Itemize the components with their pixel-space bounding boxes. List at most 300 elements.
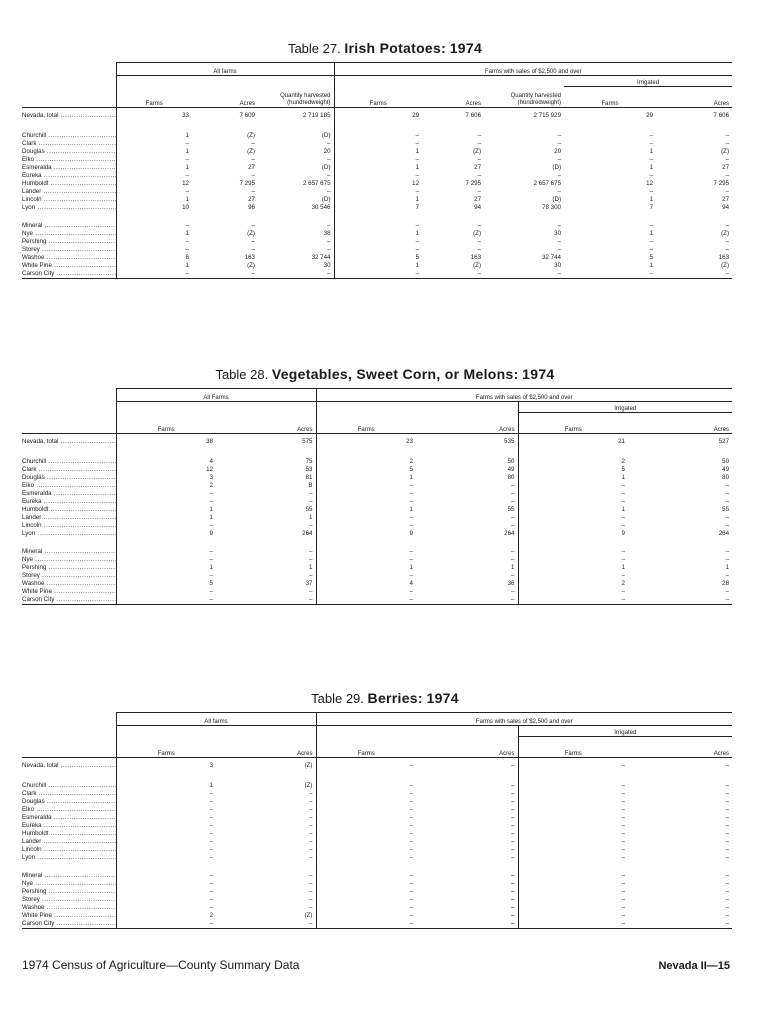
cell-value: – bbox=[409, 482, 413, 489]
cell-value: – bbox=[116, 596, 216, 605]
cell-value: – bbox=[725, 188, 730, 195]
table-28-title bbox=[0, 366, 770, 382]
cell-value: – bbox=[415, 246, 420, 253]
row-label bbox=[22, 862, 116, 872]
table-row bbox=[22, 482, 732, 490]
cell-value: – bbox=[216, 822, 316, 830]
col-farms: Farms bbox=[116, 737, 216, 758]
footer-source: 1974 Census of Agriculture—County Summary Data bbox=[22, 958, 300, 972]
cell-value: – bbox=[725, 880, 730, 887]
row-label: Lyon ..... bbox=[22, 530, 116, 538]
table-row bbox=[22, 108, 732, 123]
cell-value: 5 bbox=[649, 254, 654, 261]
spacer-row bbox=[22, 538, 732, 548]
cell-value: – bbox=[725, 132, 730, 139]
row-label bbox=[22, 772, 116, 782]
cell-value: – bbox=[409, 490, 413, 497]
header-all-farms: All Farms bbox=[116, 389, 316, 402]
cell-value: 1 bbox=[185, 132, 189, 139]
cell-value: – bbox=[409, 588, 413, 595]
cell-value: – bbox=[409, 912, 413, 919]
cell-value: 1 bbox=[209, 564, 213, 571]
cell-value: – bbox=[518, 596, 628, 605]
cell-value: 575 bbox=[216, 434, 316, 449]
table-row bbox=[22, 188, 732, 196]
cell-value: – bbox=[216, 798, 316, 806]
cell-value: – bbox=[557, 132, 562, 139]
table-28 bbox=[22, 388, 732, 605]
cell-value: 50 bbox=[416, 458, 518, 466]
table-row bbox=[22, 156, 732, 164]
row-label bbox=[22, 448, 116, 458]
row-label: White Pine ..... bbox=[22, 588, 116, 596]
cell-value: (D) bbox=[258, 132, 334, 140]
cell-value: 1 bbox=[621, 474, 625, 481]
table-row bbox=[22, 830, 732, 838]
cell-value: 1 bbox=[415, 164, 420, 171]
cell-value: 12 bbox=[182, 180, 189, 187]
cell-value: – bbox=[725, 172, 730, 179]
row-label: Storey ..... bbox=[22, 246, 116, 254]
cell-value: – bbox=[316, 596, 416, 605]
header-all-farms: All farms bbox=[116, 713, 316, 726]
cell-value: – bbox=[564, 270, 656, 279]
row-label: Clark ..... bbox=[22, 790, 116, 798]
table-row bbox=[22, 196, 732, 204]
cell-value: – bbox=[409, 761, 413, 769]
table-row bbox=[22, 782, 732, 790]
col-acres: Acres bbox=[216, 737, 316, 758]
cell-value: – bbox=[209, 548, 213, 555]
table-row bbox=[22, 896, 732, 904]
cell-value bbox=[192, 122, 258, 132]
cell-value: 23 bbox=[406, 437, 413, 445]
row-label: Elko ..... bbox=[22, 482, 116, 490]
cell-value: – bbox=[621, 798, 625, 805]
cell-value: 5 bbox=[209, 580, 213, 587]
cell-value bbox=[416, 862, 518, 872]
table-row bbox=[22, 514, 732, 522]
cell-value: – bbox=[416, 854, 518, 862]
cell-value: – bbox=[216, 854, 316, 862]
cell-value: 94 bbox=[722, 204, 730, 211]
cell-value bbox=[564, 212, 656, 222]
cell-value: – bbox=[725, 556, 730, 563]
cell-value: – bbox=[621, 556, 625, 563]
cell-value: – bbox=[209, 556, 213, 563]
cell-value: 1 bbox=[415, 230, 420, 237]
col-acres: Acres bbox=[656, 87, 732, 108]
cell-value: – bbox=[216, 556, 316, 564]
cell-value: – bbox=[484, 270, 564, 279]
cell-value: 1 bbox=[185, 262, 189, 269]
cell-value: – bbox=[557, 188, 562, 195]
col-farms: Farms bbox=[564, 87, 656, 108]
cell-value: – bbox=[216, 790, 316, 798]
cell-value: – bbox=[209, 806, 213, 813]
row-label: Esmeralda ..... bbox=[22, 814, 116, 822]
cell-value bbox=[258, 122, 334, 132]
cell-value: – bbox=[409, 838, 413, 845]
col-acres: Acres bbox=[416, 413, 518, 434]
cell-value bbox=[628, 862, 732, 872]
table-row bbox=[22, 466, 732, 474]
cell-value: – bbox=[725, 854, 730, 861]
cell-value: – bbox=[621, 514, 625, 521]
cell-value: – bbox=[725, 912, 730, 919]
row-label: Clark ..... bbox=[22, 466, 116, 474]
row-label: Storey ..... bbox=[22, 572, 116, 580]
row-label: Nye ..... bbox=[22, 556, 116, 564]
cell-value: – bbox=[725, 904, 730, 911]
row-label: Lyon ..... bbox=[22, 854, 116, 862]
footer-page-number: Nevada II—15 bbox=[658, 960, 730, 972]
cell-value: 1 bbox=[621, 564, 625, 571]
cell-value: – bbox=[209, 572, 213, 579]
cell-value: – bbox=[216, 596, 316, 605]
cell-value: – bbox=[258, 246, 334, 254]
cell-value: – bbox=[649, 222, 654, 229]
cell-value: – bbox=[621, 822, 625, 829]
cell-value bbox=[334, 212, 422, 222]
cell-value: 1 bbox=[216, 514, 316, 522]
table-row bbox=[22, 434, 732, 449]
cell-value: – bbox=[409, 822, 413, 829]
cell-value: – bbox=[415, 222, 420, 229]
cell-value: (Z) bbox=[721, 230, 730, 237]
cell-value: – bbox=[416, 572, 518, 580]
cell-value: – bbox=[416, 790, 518, 798]
spacer-row bbox=[22, 212, 732, 222]
cell-value: 1 bbox=[185, 230, 189, 237]
table-row bbox=[22, 880, 732, 888]
row-label: Carson City ..... bbox=[22, 270, 116, 279]
cell-value: – bbox=[209, 846, 213, 853]
cell-value: 80 bbox=[722, 474, 730, 481]
cell-value bbox=[518, 448, 628, 458]
row-label bbox=[22, 122, 116, 132]
table-29 bbox=[22, 712, 732, 929]
row-label: Lyon ..... bbox=[22, 204, 116, 212]
cell-value: – bbox=[185, 188, 189, 195]
row-label: Douglas ..... bbox=[22, 474, 116, 482]
table-row bbox=[22, 498, 732, 506]
cell-value: – bbox=[209, 880, 213, 887]
cell-value: – bbox=[185, 238, 189, 245]
row-label: Humboldt ..... bbox=[22, 830, 116, 838]
cell-value: – bbox=[477, 222, 482, 229]
cell-value: 30 546 bbox=[258, 204, 334, 212]
table-row bbox=[22, 758, 732, 773]
table-row bbox=[22, 806, 732, 814]
cell-value: – bbox=[557, 140, 562, 147]
table-row bbox=[22, 838, 732, 846]
cell-value: – bbox=[185, 222, 189, 229]
cell-value: – bbox=[209, 490, 213, 497]
header-irrigated: Irrigated bbox=[564, 76, 732, 87]
cell-value: 1 bbox=[649, 230, 654, 237]
cell-value: 1 bbox=[209, 514, 213, 521]
cell-value: (D) bbox=[258, 196, 334, 204]
cell-value: – bbox=[621, 490, 625, 497]
row-label: Churchill ..... bbox=[22, 458, 116, 466]
cell-value: 27 bbox=[248, 196, 255, 203]
cell-value bbox=[316, 862, 416, 872]
cell-value: 527 bbox=[718, 437, 730, 445]
cell-value: – bbox=[416, 904, 518, 912]
col-acres: Acres bbox=[216, 413, 316, 434]
row-label: Elko ..... bbox=[22, 806, 116, 814]
cell-value: – bbox=[725, 888, 730, 895]
cell-value: 30 bbox=[554, 262, 562, 269]
cell-value: – bbox=[621, 854, 625, 861]
cell-value: 55 bbox=[416, 506, 518, 514]
cell-value: 49 bbox=[722, 466, 730, 473]
cell-value: – bbox=[216, 806, 316, 814]
cell-value: 163 bbox=[470, 254, 482, 261]
cell-value: 12 bbox=[646, 180, 654, 187]
row-label: White Pine ..... bbox=[22, 262, 116, 270]
cell-value: (Z) bbox=[473, 230, 482, 237]
cell-value: 1 bbox=[209, 782, 213, 789]
cell-value: – bbox=[334, 270, 422, 279]
cell-value: – bbox=[649, 156, 654, 163]
table-row bbox=[22, 140, 732, 148]
cell-value: – bbox=[251, 246, 255, 253]
cell-value: – bbox=[416, 758, 518, 773]
cell-value bbox=[628, 448, 732, 458]
cell-value bbox=[334, 122, 422, 132]
cell-value: 9 bbox=[621, 530, 625, 537]
cell-value: – bbox=[416, 872, 518, 880]
table-number: Table 27. bbox=[287, 41, 341, 56]
cell-value: – bbox=[409, 814, 413, 821]
header-all-farms: All farms bbox=[116, 63, 334, 76]
cell-value: – bbox=[216, 548, 316, 556]
table-row bbox=[22, 596, 732, 605]
cell-value: – bbox=[216, 490, 316, 498]
header-irrigated: Irrigated bbox=[518, 402, 732, 413]
row-label: Clark ..... bbox=[22, 140, 116, 148]
cell-value: (Z) bbox=[216, 912, 316, 920]
cell-value: – bbox=[416, 806, 518, 814]
cell-value: 535 bbox=[416, 434, 518, 449]
table-27 bbox=[22, 62, 732, 279]
cell-value: – bbox=[621, 482, 625, 489]
cell-value: – bbox=[557, 238, 562, 245]
cell-value: – bbox=[725, 222, 730, 229]
cell-value: – bbox=[621, 588, 625, 595]
cell-value: – bbox=[258, 188, 334, 196]
table-row bbox=[22, 148, 732, 156]
cell-value: – bbox=[416, 888, 518, 896]
cell-value: – bbox=[409, 854, 413, 861]
table-row bbox=[22, 556, 732, 564]
cell-value: – bbox=[518, 920, 628, 929]
cell-value: 7 295 bbox=[465, 180, 482, 187]
cell-value: 75 bbox=[216, 458, 316, 466]
cell-value bbox=[116, 538, 216, 548]
cell-value: – bbox=[725, 896, 730, 903]
cell-value: – bbox=[209, 798, 213, 805]
cell-value: – bbox=[477, 188, 482, 195]
header-sales: Farms with sales of $2,500 and over bbox=[316, 389, 732, 402]
table-row bbox=[22, 204, 732, 212]
cell-value: – bbox=[216, 896, 316, 904]
cell-value: 264 bbox=[216, 530, 316, 538]
cell-value bbox=[258, 212, 334, 222]
col-acres: Acres bbox=[628, 413, 732, 434]
cell-value: – bbox=[557, 156, 562, 163]
table-row bbox=[22, 530, 732, 538]
cell-value bbox=[316, 448, 416, 458]
header-sales: Farms with sales of $2,500 and over bbox=[316, 713, 732, 726]
cell-value: – bbox=[258, 156, 334, 164]
cell-value: – bbox=[216, 904, 316, 912]
cell-value: – bbox=[209, 896, 213, 903]
cell-value: – bbox=[477, 238, 482, 245]
cell-value: 264 bbox=[718, 530, 730, 537]
cell-value: 81 bbox=[216, 474, 316, 482]
row-label: Esmeralda ..... bbox=[22, 490, 116, 498]
cell-value: – bbox=[649, 188, 654, 195]
cell-value: – bbox=[621, 896, 625, 903]
cell-value: 29 bbox=[646, 111, 654, 119]
cell-value: (Z) bbox=[247, 148, 255, 155]
table-row bbox=[22, 254, 732, 262]
cell-value: – bbox=[416, 912, 518, 920]
cell-value: 36 bbox=[416, 580, 518, 588]
cell-value: 7 bbox=[649, 204, 654, 211]
cell-value bbox=[216, 448, 316, 458]
cell-value: – bbox=[216, 830, 316, 838]
table-year: 1974 bbox=[522, 366, 555, 382]
cell-value: – bbox=[621, 572, 625, 579]
cell-value: – bbox=[621, 790, 625, 797]
cell-value: (Z) bbox=[216, 758, 316, 773]
cell-value bbox=[116, 448, 216, 458]
cell-value: 1 bbox=[185, 164, 189, 171]
cell-value: (D) bbox=[552, 196, 562, 203]
col-acres: Acres bbox=[628, 737, 732, 758]
cell-value: – bbox=[216, 498, 316, 506]
row-label: Pershing ..... bbox=[22, 888, 116, 896]
cell-value: 53 bbox=[216, 466, 316, 474]
cell-value: – bbox=[621, 522, 625, 529]
col-farms: Farms bbox=[316, 413, 416, 434]
cell-value bbox=[416, 538, 518, 548]
col-acres: Acres bbox=[422, 87, 484, 108]
col-farms: Farms bbox=[334, 87, 422, 108]
row-label: Lincoln ..... bbox=[22, 196, 116, 204]
row-label: Eureka ..... bbox=[22, 822, 116, 830]
cell-value: (Z) bbox=[473, 262, 482, 269]
row-label: Carson City ..... bbox=[22, 920, 116, 929]
cell-value: – bbox=[649, 132, 654, 139]
cell-value: – bbox=[409, 514, 413, 521]
cell-value: 55 bbox=[216, 506, 316, 514]
cell-value: – bbox=[216, 838, 316, 846]
table-row bbox=[22, 588, 732, 596]
col-farms: Farms bbox=[518, 413, 628, 434]
cell-value: – bbox=[416, 896, 518, 904]
cell-value bbox=[116, 212, 192, 222]
row-label: Lander ..... bbox=[22, 838, 116, 846]
cell-value: – bbox=[209, 830, 213, 837]
cell-value: 49 bbox=[416, 466, 518, 474]
col-acres: Acres bbox=[416, 737, 518, 758]
cell-value bbox=[628, 538, 732, 548]
cell-value: – bbox=[416, 822, 518, 830]
cell-value: 2 bbox=[409, 458, 413, 465]
cell-value: 96 bbox=[248, 204, 255, 211]
cell-value: 2 bbox=[621, 580, 625, 587]
cell-value: – bbox=[416, 482, 518, 490]
table-number: Table 29. bbox=[311, 691, 364, 706]
table-year: 1974 bbox=[426, 690, 459, 706]
table-row bbox=[22, 474, 732, 482]
cell-value bbox=[116, 772, 216, 782]
table-row bbox=[22, 888, 732, 896]
cell-value: – bbox=[209, 872, 213, 879]
table-row bbox=[22, 132, 732, 140]
cell-value: – bbox=[725, 548, 730, 555]
cell-value: – bbox=[209, 588, 213, 595]
spacer-row bbox=[22, 772, 732, 782]
cell-value bbox=[564, 122, 656, 132]
cell-value: – bbox=[621, 846, 625, 853]
cell-value: – bbox=[725, 798, 730, 805]
row-label: Esmeralda ..... bbox=[22, 164, 116, 172]
cell-value: – bbox=[216, 588, 316, 596]
cell-value: – bbox=[621, 838, 625, 845]
cell-value: – bbox=[725, 814, 730, 821]
cell-value: (Z) bbox=[216, 782, 316, 790]
cell-value: 163 bbox=[718, 254, 730, 261]
row-label: Nevada, total ..... bbox=[22, 108, 116, 123]
cell-value: – bbox=[416, 838, 518, 846]
cell-value: 2 719 185 bbox=[258, 108, 334, 123]
row-label: Churchill ..... bbox=[22, 782, 116, 790]
row-label: Washoe ..... bbox=[22, 580, 116, 588]
cell-value: – bbox=[725, 838, 730, 845]
cell-value: – bbox=[258, 140, 334, 148]
cell-value: – bbox=[116, 270, 192, 279]
table-number: Table 28. bbox=[215, 367, 269, 382]
cell-value: – bbox=[216, 920, 316, 929]
table-row bbox=[22, 822, 732, 830]
cell-value: – bbox=[216, 872, 316, 880]
cell-value: – bbox=[649, 172, 654, 179]
cell-value: – bbox=[477, 172, 482, 179]
cell-value: – bbox=[725, 846, 730, 853]
cell-value: 32 744 bbox=[258, 254, 334, 262]
cell-value bbox=[518, 862, 628, 872]
cell-value: (D) bbox=[552, 164, 562, 171]
cell-value: – bbox=[416, 514, 518, 522]
cell-value: 94 bbox=[474, 204, 482, 211]
cell-value: – bbox=[185, 246, 189, 253]
cell-value: 1 bbox=[415, 148, 420, 155]
table-row bbox=[22, 238, 732, 246]
cell-value: 1 bbox=[216, 564, 316, 572]
cell-value: – bbox=[185, 172, 189, 179]
cell-value: – bbox=[316, 920, 416, 929]
cell-value: 7 606 bbox=[713, 111, 730, 119]
cell-value: – bbox=[251, 140, 255, 147]
cell-value: 2 715 929 bbox=[533, 111, 562, 119]
row-label: Nevada, total ..... bbox=[22, 434, 116, 449]
